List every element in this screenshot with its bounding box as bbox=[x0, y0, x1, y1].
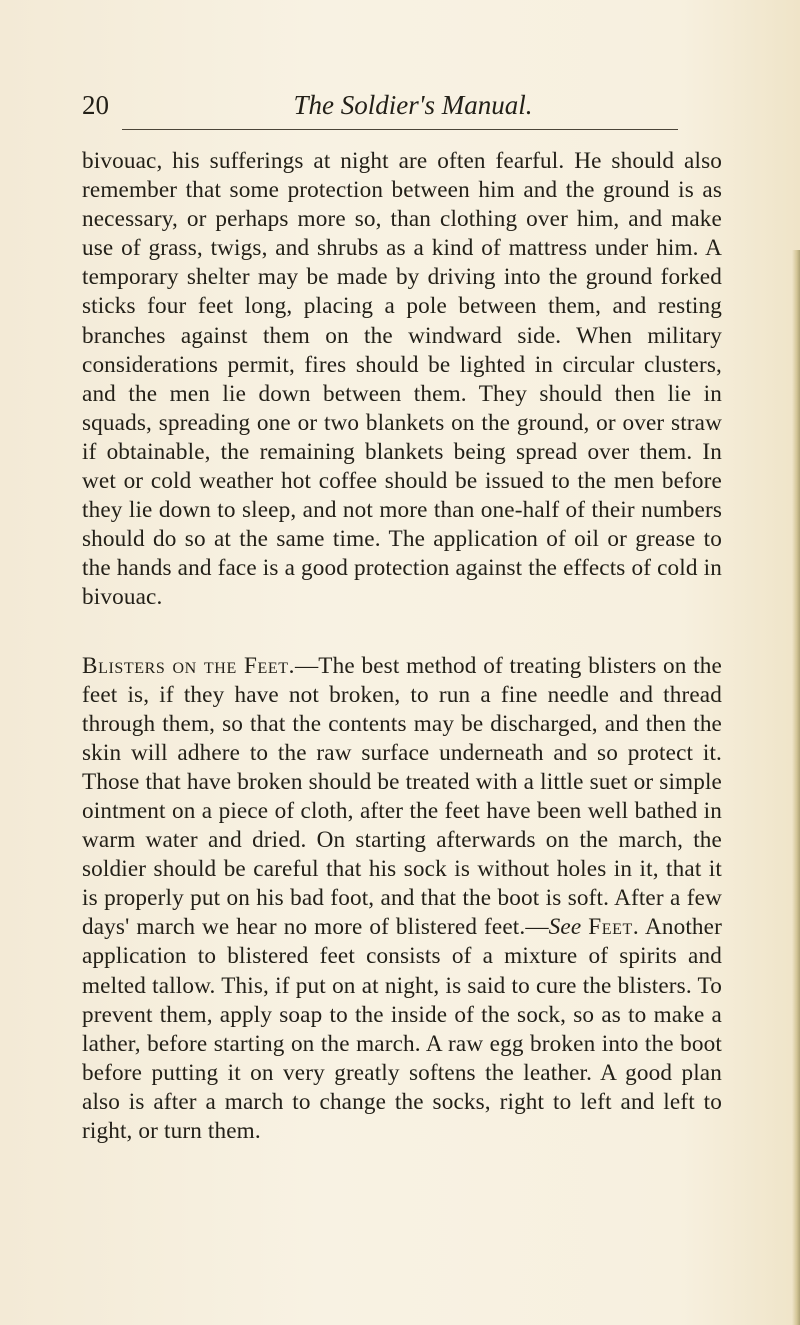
paragraph-bivouac: bivouac, his sufferings at night are often fearful. He should also remember that some protection between him and the ground is as necessary, or perhaps more so, than clothing over him, and make use of grass, twigs, and shrubs as a kind of mattress under him. A temporary shelter may be made by driving into the ground forked sticks four feet long, placing a pole between them, and resting branches against them on the windward side. When military considerations permit, fires should be lighted in circular clusters, and the men lie down between them. They should then lie in squads, spreading one or two blankets on the ground, or over straw if obtainable, the remaining blankets being spread over them. In wet or cold weather hot coffee should be issued to the men before they lie down to sleep, and not more than one-half of their numbers should do so at the same time. The application of oil or grease to the hands and face is a good protection against the effects of cold in bivouac. bbox=[82, 148, 722, 611]
paragraph-text-part2: Another application to blistered feet consists of a mixture of spirits and melted tallow. This, if put on at night, is said to cure the blisters. To prevent them, apply soap to the inside of the sock, so as to make a lather, before starting on the march. A raw egg broken into the boot before putting it on very greatly softens the leather. A good plan also is after a march to change the socks, right to left and left to right, or turn them. bbox=[82, 914, 722, 1144]
see-label: See bbox=[548, 914, 582, 941]
header-rule bbox=[122, 129, 678, 130]
running-head bbox=[82, 88, 720, 122]
paragraph-text-part1: —The best method of treating blisters on the feet is, if they have not broken, to run a fine needle and thread through them, so that the contents may be discharged, and then the skin will adhere to the raw surface underneath and so protect it. Those that have broken should be treated with a little suet or simple ointment on a piece of cloth, after the feet have been well bathed in warm water and dried. On starting afterwards on the march, the soldier should be careful that his sock is without holes in it, that it is properly put on his bad foot, and that the boot is soft. After a few days' march we hear no more of blistered feet.— bbox=[82, 652, 722, 941]
book-title: The Soldier's Manual. bbox=[293, 90, 533, 120]
see-reference: Feet. bbox=[588, 914, 640, 941]
body-text bbox=[82, 147, 722, 1146]
page-number: 20 bbox=[82, 90, 109, 120]
section-heading: Blisters on the Feet. bbox=[82, 652, 295, 679]
page-edge-shading bbox=[792, 250, 800, 1325]
paragraph-blisters bbox=[82, 652, 722, 1147]
